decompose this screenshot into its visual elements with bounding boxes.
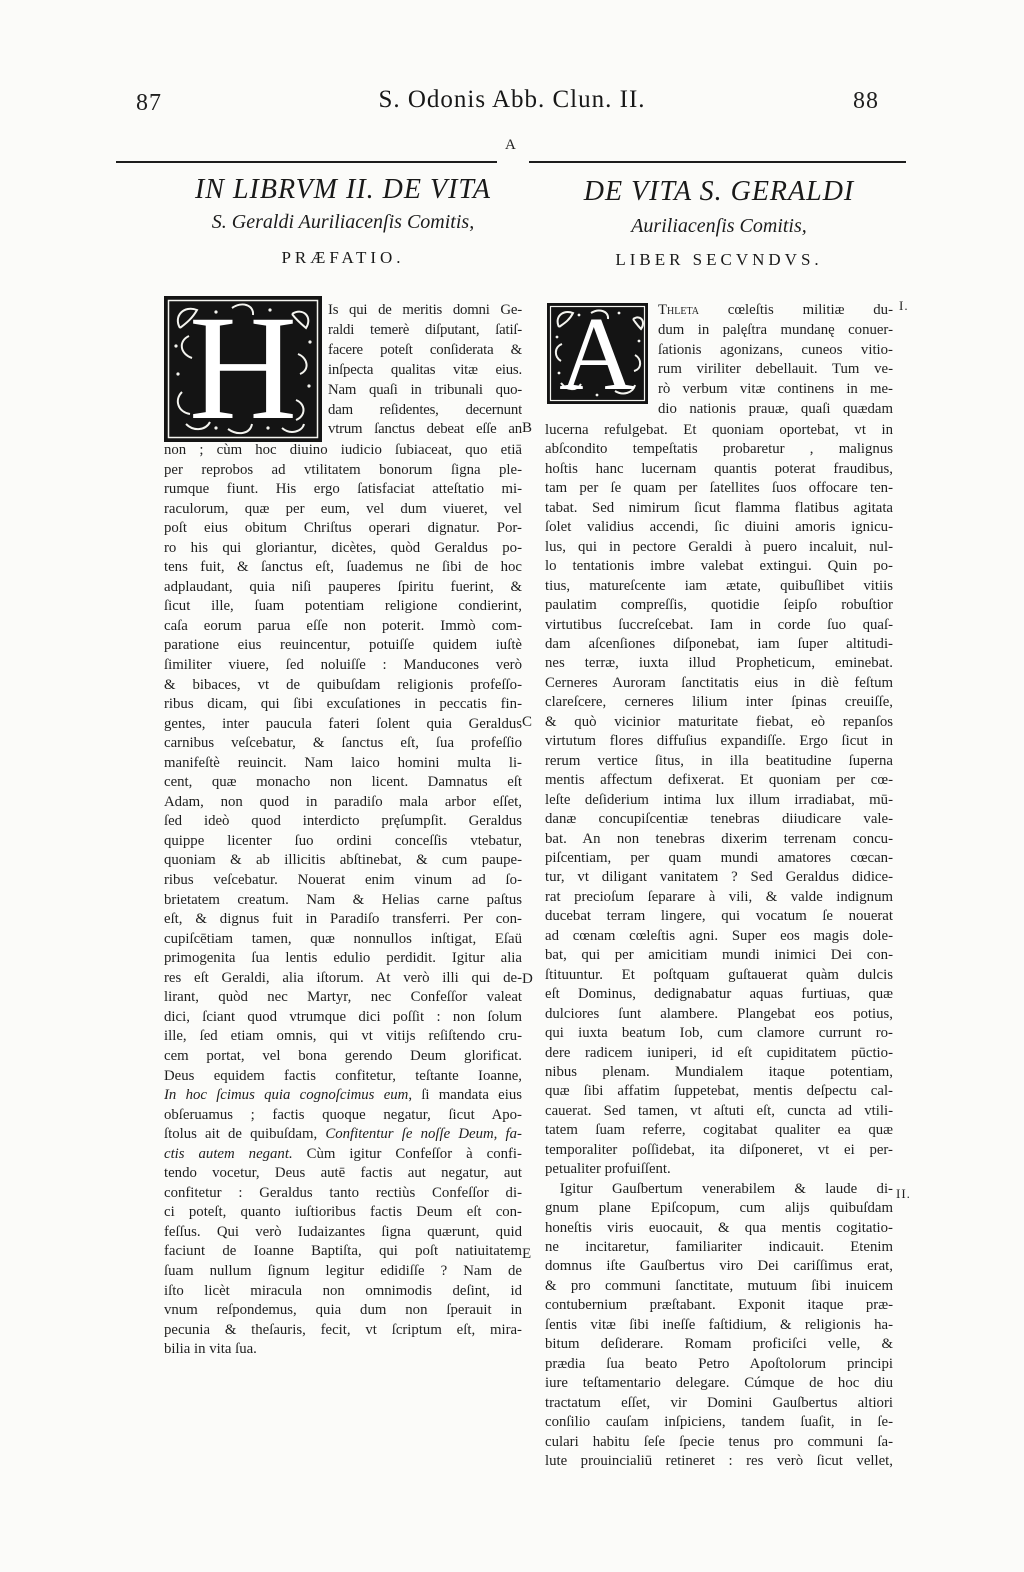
text-line: adplaudant, quia niſi pauperes ſpiritu fuerint, &: [164, 578, 522, 595]
text-line: nes terræ, iuxta illud Propheticum, eminebat.: [545, 655, 893, 672]
left-column-title: IN LIBRVM II. DE VITA: [194, 174, 492, 205]
text-line: dam aſcenſiones diſponebat, iam ſuper altitudi-: [545, 635, 893, 652]
text-line: dio nationis prauæ, quaſi quædam: [658, 400, 893, 417]
text-line: bat, qui per amicitiam mundi inimici Dei con-: [545, 947, 893, 964]
text-line: rat precioſum ſeparare à vili, & valde indignum: [545, 888, 893, 905]
text-line: tatem ſuam referre, cogitabat qualiter ea quæ: [545, 1122, 893, 1139]
text-line: culari habitu ſeſe ſpecie tenus pro communi ſa-: [545, 1433, 893, 1450]
header-rule-right: [529, 161, 906, 163]
text-line: per reprobos ad vtilitatem bonorum ſigna ple-: [164, 461, 522, 478]
text-line: nibus plenam. Mundialem itaque potentiam,: [545, 1063, 893, 1080]
text-line: Nam quaſi in tribunali quo-: [328, 381, 522, 398]
text-line: mentis affectum defixerat. Et quoniam per cœ-: [545, 772, 893, 789]
text-line: contubernium præſtabant. Exponit itaque præ-: [545, 1297, 893, 1314]
text-line: & quò vicinior maturitate fiebat, eò repanſos: [545, 713, 893, 730]
text-line: primogenita ſua lentis edulio perdidit. Igitur alia: [164, 950, 522, 967]
drop-cap-woodcut-h: [164, 296, 322, 447]
text-line: abſcondito tempeſtatis probaretur , malignus: [545, 441, 893, 458]
right-column-subtitle: Auriliacenſis Comitis,: [631, 215, 807, 237]
text-line: ducebat terram lingere, qui vocatum ſe nouerat: [545, 908, 893, 925]
text-line: Is qui de meritis domni Ge-: [328, 302, 522, 318]
text-line: rò verbum vitæ continens in me-: [658, 381, 893, 398]
text-line: faciunt de Ioanne Baptiſta, qui poſt natiuitatem: [164, 1243, 522, 1260]
gutter-mark-c: C: [522, 714, 533, 730]
gutter-mark-d: D: [522, 971, 533, 987]
text-line: eſt, & dignus fuit in Paradiſo transferri. Per con-: [164, 911, 522, 928]
text-line: ſationis agonizans, cuneos vitio-: [658, 341, 893, 358]
text-line: ribus veſcebatur. Nouerat enim vinum ad ſo-: [164, 872, 522, 889]
text-line: ſicut ille, ſuam potentiam religione condierint,: [164, 598, 522, 615]
text-line: virtutibus ſuccreſcebat. Iam in corde ſuo quaſ-: [545, 616, 893, 633]
text-line: & pro communi ſanctitate, mutuum ſibi inuicem: [545, 1277, 893, 1294]
text-line: rumque fiunt. His ergo ſatisfaciat atteſtatio mi-: [164, 481, 522, 498]
text-line: prædia ſua beato Petro Apoſtolorum principi: [545, 1355, 893, 1372]
text-line: ribus dicam, qui ſibi excuſationes in peccatis fin-: [164, 696, 522, 713]
text-line: vtrum ſanctus debeat eſſe an: [328, 421, 522, 438]
text-line: danæ concupiſcentiæ tenebras diiudicare vale-: [545, 811, 893, 828]
text-line: temporaliter poſſidebat, ita diſponeret, vt ei per-: [545, 1141, 893, 1158]
text-line: inſpecta qualitas vitæ eius.: [328, 361, 522, 378]
text-line: raldi temerè diſputant, ſatiſ-: [328, 321, 522, 338]
text-line: cupiſcētiam tamen, quæ nonnullos inſtigat, Eſaü: [164, 930, 522, 947]
text-line: & bibaces, vt de quibuſdam religionis profeſſo-: [164, 676, 522, 693]
text-line: dam reſidentes, decernunt: [328, 401, 522, 418]
text-line: quippe licenter ſuo ordini conceſſis vtebatur,: [164, 832, 522, 849]
text-line: facere poteſt conſiderata &: [328, 341, 522, 358]
text-line: ad cœnam cœleſtis agni. Super eos magis dole-: [545, 927, 893, 944]
text-line: pecunia & theſauris, fecit, vt ſcriptum eſt, mira-: [164, 1321, 522, 1338]
text-line: ſtituuntur. Et poſtquam guſtauerat quàm dulcis: [545, 966, 893, 983]
text-line: clareſcere, cerneres lilium inter ſpinas creuiſſe,: [545, 694, 893, 711]
text-line: tractatum eſſet, vir Domini Gauſbertus altiori: [545, 1394, 893, 1411]
text-line: tam per ſe quam per ſatellites ſuos offocare ten-: [545, 480, 893, 497]
text-line: gnum plane Epiſcopum, cum alijs quibuſdam: [545, 1200, 893, 1217]
text-line: bilia in vita ſua.: [164, 1341, 257, 1358]
text-line: non ; cùm hoc diuino iudicio ſubiaceat, quo etiā: [164, 442, 522, 458]
text-line: eſt Dominus, dedignabatur aquas furtiuas, quæ: [545, 986, 893, 1003]
page-number-right: 88: [853, 88, 879, 114]
text-line: qui iuxta beatum Iob, cum clamore currunt ro-: [545, 1025, 893, 1042]
text-line: ſuam nullum ſignum legitur edidiſſe ? Nam de: [164, 1262, 522, 1279]
text-line: caſa eorum parua eſſe non poterit. Immò com-: [164, 617, 522, 634]
text-line: cem portat, vel bona gerendo Deum glorificat.: [164, 1047, 522, 1064]
left-column-heading: PRÆFATIO.: [281, 248, 405, 267]
text-line: confitetur : Geraldus tanto rectiùs Confeſſor di-: [164, 1184, 522, 1201]
gutter-mark-a: A: [505, 137, 516, 153]
text-line: iure teſtamentario delegare. Cúmque de hoc diu: [545, 1375, 893, 1392]
text-line: ſtolus ait de quibuſdam, Confitentur ſe noſſe Deum, fa-: [164, 1126, 522, 1143]
text-line: iſto licèt miracula non omnimodis deſint, id: [164, 1282, 522, 1299]
text-line: ille, ſed etiam omnis, qui vt vitijs reſiſtendo cru-: [164, 1028, 522, 1045]
text-line: quæ ſibi affatim ſuppetebat, mentis deſpectu cal-: [545, 1083, 893, 1100]
header-rule-left: [116, 161, 497, 163]
text-line: obſeruamus ; factis quoque negatur, ſicut Apo-: [164, 1106, 522, 1123]
left-column-body: [164, 441, 522, 1360]
text-line: ctis autem negant. Cùm igitur Confeſſor à confi-: [164, 1145, 522, 1162]
text-line: dere radicem iuniperi, id eſt cupiditatem pūctio-: [545, 1044, 893, 1061]
text-line: lute prouincialiū retineret : res verò ſicut vellet,: [545, 1453, 893, 1470]
text-line: vnum reſpondemus, quia dum non ſperauit in: [164, 1302, 522, 1319]
text-line: Deus equidem factis confitetur, teſtante Ioanne,: [164, 1067, 522, 1084]
text-line: virtutum flores diffuſius expandiſſe. Ergo ſicut in: [545, 733, 893, 750]
text-line: tur, vt diligant vanitatem ? Sed Geraldus didice-: [545, 869, 893, 886]
gutter-mark-e: E: [522, 1246, 532, 1262]
text-line: manifeſtè reuincit. Nam laico homini multa li-: [164, 754, 522, 771]
right-column-title: DE VITA S. GERALDI: [583, 176, 855, 207]
text-line: paulatim compreſſis, quotidie ſeipſo robuſtior: [545, 597, 893, 614]
text-line: ſed ideò quod interdicto pręſumpſit. Geraldus: [164, 813, 522, 830]
text-line: ne incitaretur, familiariter indicauit. Etenim: [545, 1239, 893, 1256]
text-line: leſte deſiderium intima lux illum irradiabat, mū-: [545, 791, 893, 808]
text-line: quoniam & ab illicitis abſtinebat, & cum paupe-: [164, 852, 522, 869]
text-line: ci poteſt, quanto iuſtioribus factis Deum eſt con-: [164, 1204, 522, 1221]
text-line: tabat. Sed nimirum ſicut flamma flatibus agitata: [545, 499, 893, 516]
right-column-body: [545, 421, 893, 1471]
text-line: ſolet validius accendi, ſic diuini amoris ignicu-: [545, 519, 893, 536]
margin-section-number-1: I.: [899, 298, 909, 313]
text-line: ſimiliter viuere, ſed noluiſſe : Manducones verò: [164, 657, 522, 674]
text-line: dulciores ſunt alambere. Plangebat eos potius,: [545, 1005, 893, 1022]
text-line: rum viriliter debellauit. Tum ve-: [658, 361, 893, 378]
text-line: poſt eius obitum Chriſtus operari dignatur. Por-: [164, 520, 522, 537]
text-line: cent, quæ monacho non licent. Damnatus eſt: [164, 774, 522, 791]
text-line: lo tentationis imbre valebat extingui. Quin po-: [545, 558, 893, 575]
text-line: honeſtis viris euocauit, & qua mentis cogitatio-: [545, 1219, 893, 1236]
text-line: raculorum, quæ per eum, vel dum viueret, vel: [164, 500, 522, 517]
text-line: brietatem creatum. Nam & Helias carne paſtus: [164, 891, 522, 908]
margin-section-number-2: II.: [896, 1186, 911, 1201]
text-line: domnus iſte Gauſbertus viro Dei cariſſimus erat,: [545, 1258, 893, 1275]
text-line: Igitur Gauſbertum venerabilem & laude di-: [545, 1180, 893, 1197]
text-line: conſilio cauſam inſpiciens, tandem ſuaſit, in ſe-: [545, 1414, 893, 1431]
gutter-mark-b: B: [522, 420, 533, 436]
text-line: bitum deſiderare. Romam proficiſci velle, &: [545, 1336, 893, 1353]
text-line: dici, ſciant quod vtrumque dici poſſit : non ſolum: [164, 1008, 522, 1025]
page-number-left: 87: [136, 90, 162, 116]
text-line: Thleta cœleſtis militiæ du-: [658, 302, 893, 318]
text-line: res eſt Geraldi, alia iſtorum. At verò illi qui de-: [164, 969, 522, 986]
drop-cap-woodcut-a: [547, 303, 648, 409]
text-line: piſcentiam, per quam mundi amatores cœcan-: [545, 849, 893, 866]
text-line: In hoc ſcimus quia cognoſcimus eum, ſi mandata eius: [164, 1087, 522, 1104]
text-line: cauerat. Sed tamen, vt aſtuti eſt, cuncta ad vtili-: [545, 1102, 893, 1119]
left-column-subtitle: S. Geraldi Auriliacenſis Comitis,: [211, 211, 475, 233]
text-line: lirant, quòd nec Martyr, nec Confeſſor valeat: [164, 989, 522, 1006]
text-line: Cerneres Auroram ſanctitatis eius in diè feſtum: [545, 674, 893, 691]
text-line: tens fuit, & ſanctus eſt, ſuademus ne ſibi de hoc: [164, 559, 522, 576]
text-line: ſentis vitæ ſibi ineſſe faſtidium, & religionis ha-: [545, 1316, 893, 1333]
text-line: tendo vocetur, Deus autē factis aut negatur, aut: [164, 1165, 522, 1182]
text-line: tius, matureſcente iam ætate, quibuſlibet vitiis: [545, 577, 893, 594]
text-line: feſſus. Qui verò Iudaizantes ſigna quærunt, quid: [164, 1223, 522, 1240]
right-column-dropcap-lines: [658, 301, 893, 420]
text-line: lucerna refulgebat. Et quoniam oportebat, vt in: [545, 422, 893, 438]
text-line: gentes, inter paucula fateri ſolent quia Geraldus: [164, 715, 522, 732]
text-line: paratione eius reuincentur, potuiſſe quidem iuſtè: [164, 637, 522, 654]
text-line: hoſtis hanc lucernam quantis poterat fraudibus,: [545, 460, 893, 477]
text-line: Adam, non quod in paradiſo mala arbor eſſet,: [164, 793, 522, 810]
text-line: lus, qui in pectore Geraldi à puero incaluit, nul-: [545, 538, 893, 555]
drop-cap-letter: H: [188, 296, 298, 442]
text-line: ro his qui gloriantur, dicètes, quòd Geraldus po-: [164, 539, 522, 556]
running-title: S. Odonis Abb. Clun. II.: [378, 86, 646, 113]
text-line: carnibus veſcebatur, & ſanctus eſt, ſua profeſſio: [164, 735, 522, 752]
text-line: dum in palęſtra mundanę conuer-: [658, 321, 893, 338]
right-column-heading: LIBER SECVNDVS.: [615, 250, 823, 269]
text-line: petualiter profuiſſent.: [545, 1161, 671, 1178]
text-line: rerum vertice ſitus, in illa beatitudine ſuperna: [545, 752, 893, 769]
text-line: bat. An non tenebras dixerim terrenam concu-: [545, 830, 893, 847]
drop-cap-letter: A: [559, 303, 635, 404]
left-column-dropcap-lines: [328, 301, 522, 440]
